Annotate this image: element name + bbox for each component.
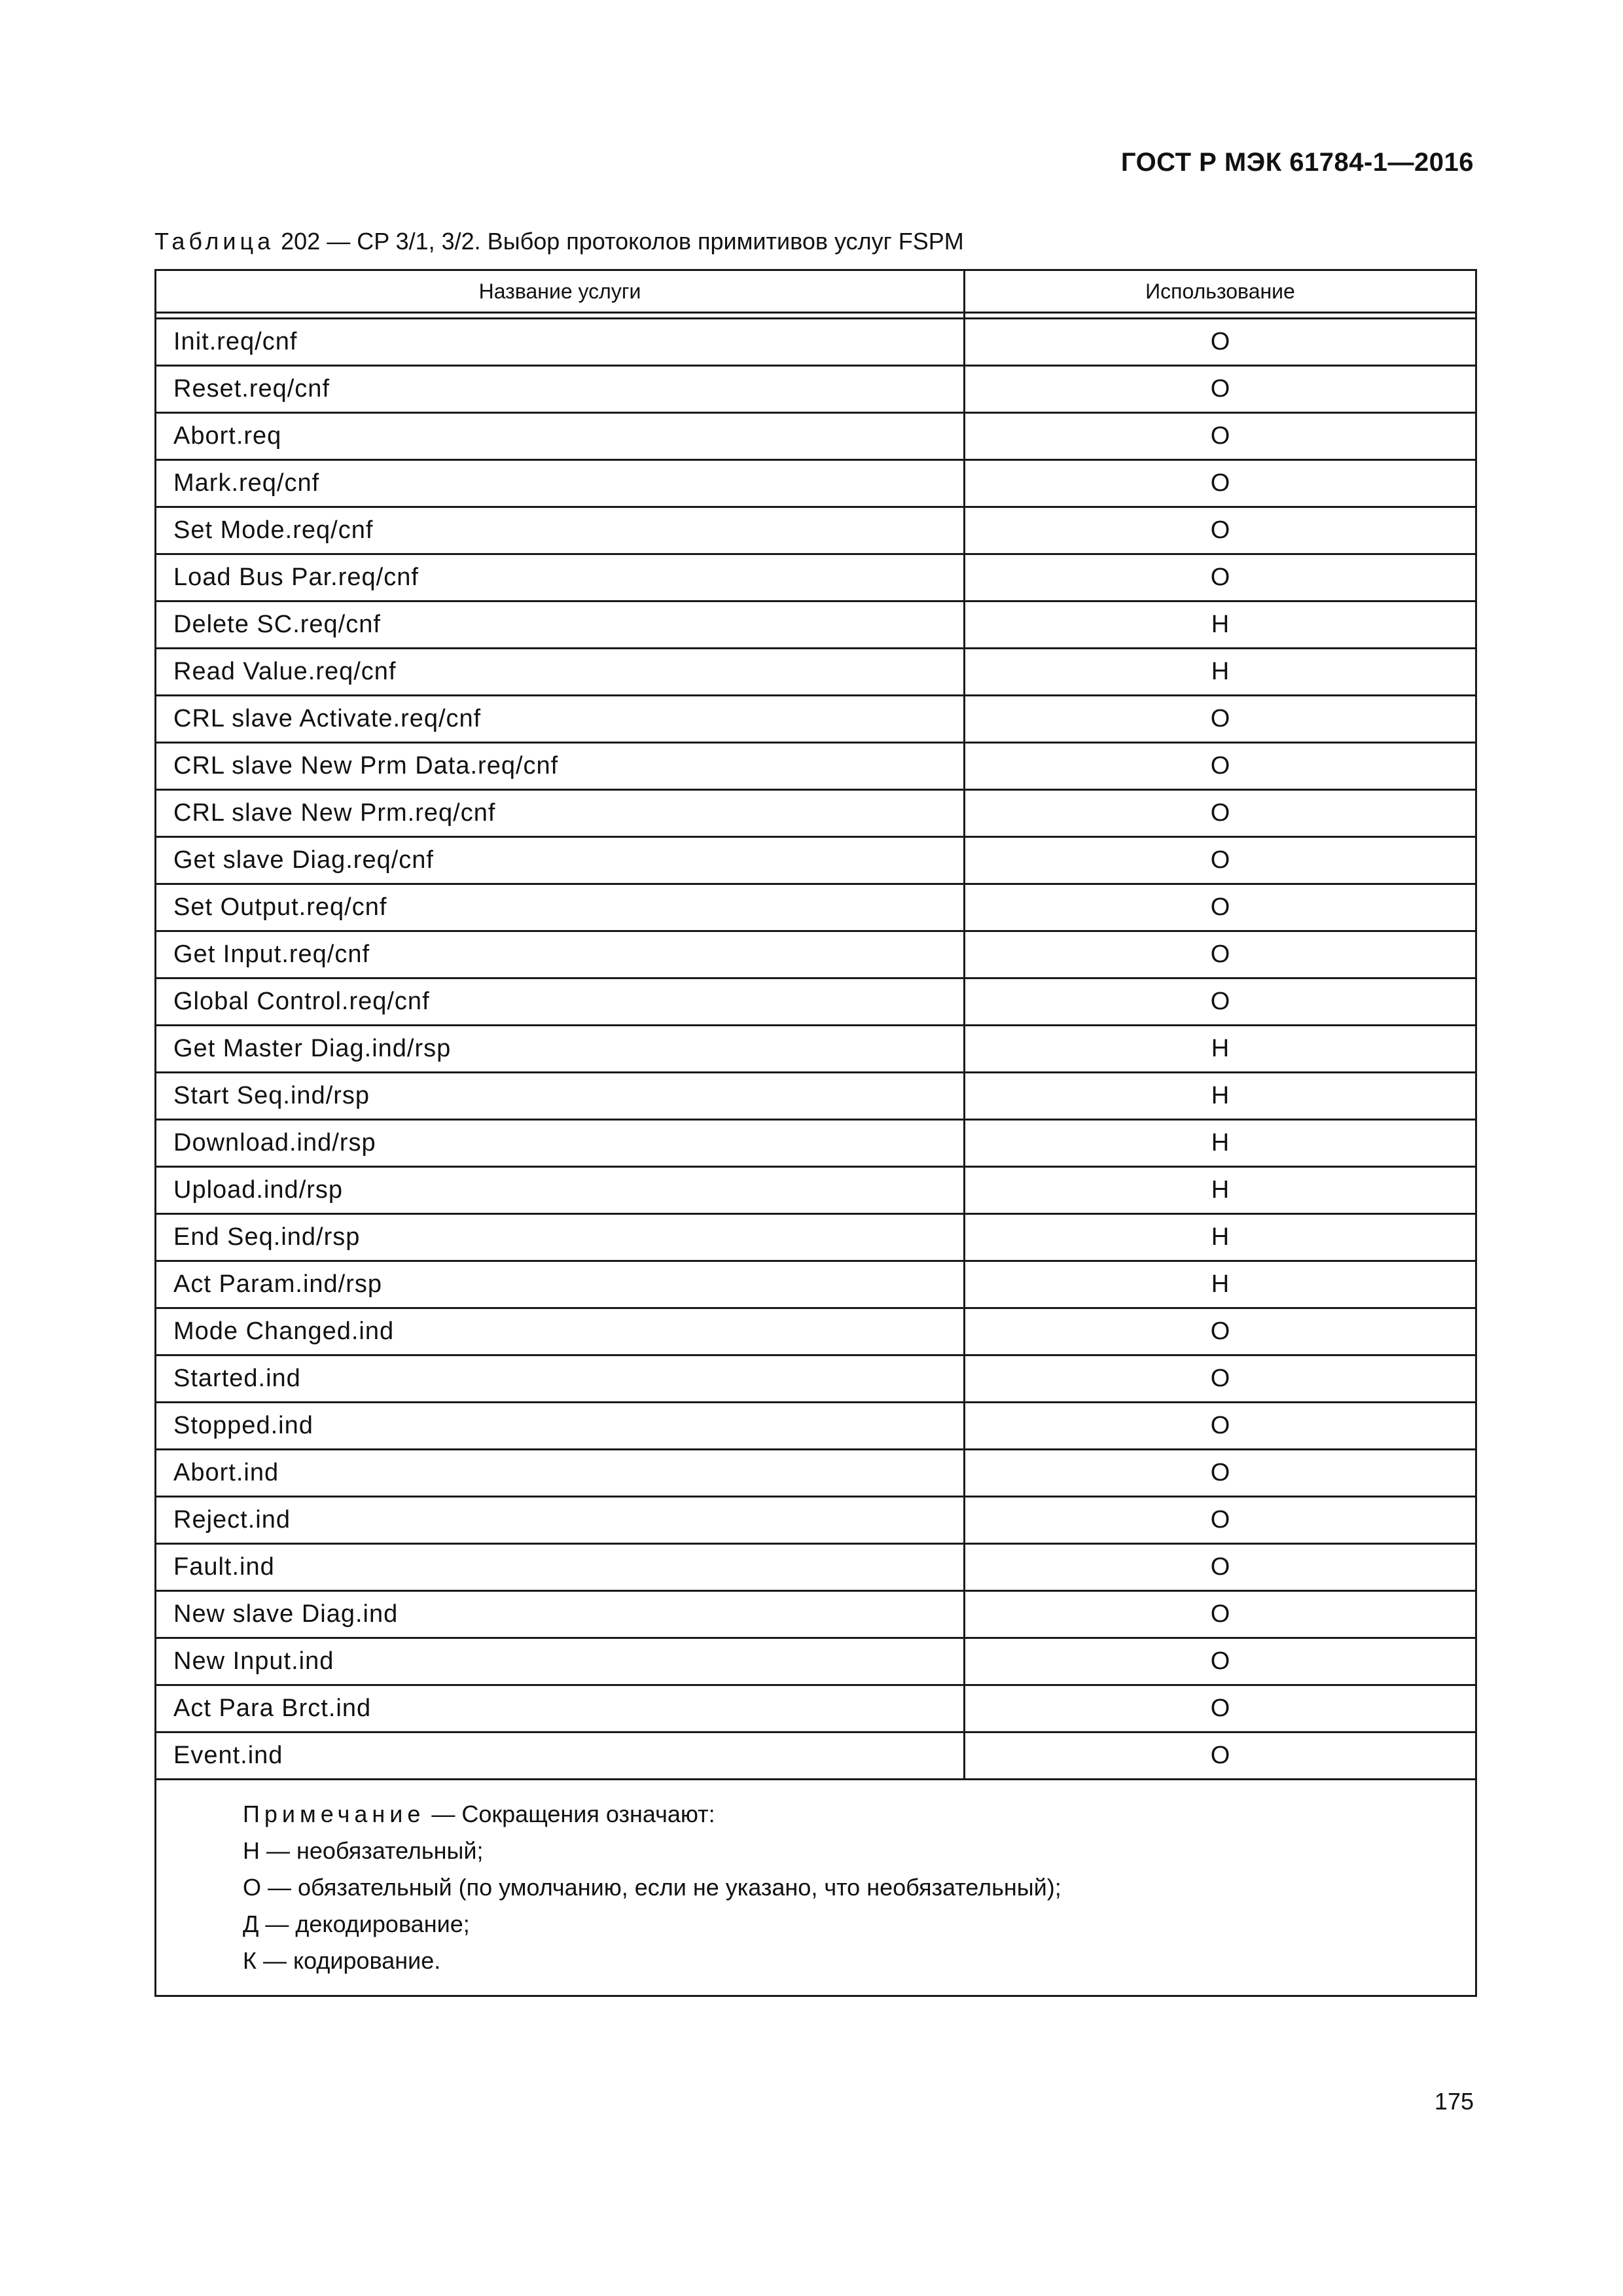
note-line: Н — необязательный; bbox=[243, 1837, 484, 1864]
table-row bbox=[156, 1544, 1476, 1591]
table-row bbox=[156, 413, 1476, 460]
service-name-cell: Delete SC.req/cnf bbox=[156, 601, 965, 649]
table-row bbox=[156, 1214, 1476, 1261]
note-cell bbox=[156, 1780, 1476, 1996]
usage-cell: O bbox=[965, 1544, 1476, 1591]
table-row bbox=[156, 601, 1476, 649]
usage-cell: O bbox=[965, 319, 1476, 366]
table-body bbox=[156, 319, 1476, 1780]
table-row bbox=[156, 978, 1476, 1026]
note-line: К — кодирование. bbox=[243, 1947, 441, 1974]
usage-cell: O bbox=[965, 554, 1476, 601]
note-title: Примечание bbox=[243, 1801, 425, 1827]
table-row bbox=[156, 1026, 1476, 1073]
table-row bbox=[156, 1073, 1476, 1120]
usage-cell: O bbox=[965, 978, 1476, 1026]
service-name-cell: CRL slave Activate.req/cnf bbox=[156, 696, 965, 743]
service-name-cell: Act Para Brct.ind bbox=[156, 1685, 965, 1732]
page-number: 175 bbox=[1434, 2088, 1474, 2115]
service-name-cell: New Input.ind bbox=[156, 1638, 965, 1685]
table-row bbox=[156, 649, 1476, 696]
service-name-cell: Started.ind bbox=[156, 1355, 965, 1403]
usage-cell: O bbox=[965, 1591, 1476, 1638]
usage-cell: O bbox=[965, 931, 1476, 978]
table-row bbox=[156, 1732, 1476, 1780]
service-name-cell: Reset.req/cnf bbox=[156, 366, 965, 413]
table-row bbox=[156, 790, 1476, 837]
usage-cell: H bbox=[965, 1167, 1476, 1214]
table-row bbox=[156, 1591, 1476, 1638]
service-name-cell: Load Bus Par.req/cnf bbox=[156, 554, 965, 601]
usage-cell: O bbox=[965, 790, 1476, 837]
column-header-usage: Использование bbox=[965, 270, 1476, 313]
usage-cell: O bbox=[965, 1450, 1476, 1497]
service-name-cell: CRL slave New Prm.req/cnf bbox=[156, 790, 965, 837]
table-row bbox=[156, 1167, 1476, 1214]
usage-cell: O bbox=[965, 1403, 1476, 1450]
table-caption-label: Таблица bbox=[154, 228, 275, 255]
table-caption-text: 202 — CP 3/1, 3/2. Выбор протоколов примитивов услуг FSPM bbox=[274, 228, 964, 255]
table-row bbox=[156, 460, 1476, 507]
service-name-cell: Get Master Diag.ind/rsp bbox=[156, 1026, 965, 1073]
service-name-cell: CRL slave New Prm Data.req/cnf bbox=[156, 743, 965, 790]
usage-cell: O bbox=[965, 1355, 1476, 1403]
service-name-cell: Start Seq.ind/rsp bbox=[156, 1073, 965, 1120]
table-row bbox=[156, 1685, 1476, 1732]
usage-cell: H bbox=[965, 649, 1476, 696]
table-row bbox=[156, 696, 1476, 743]
service-name-cell: Set Mode.req/cnf bbox=[156, 507, 965, 554]
usage-cell: O bbox=[965, 1685, 1476, 1732]
service-name-cell: Mode Changed.ind bbox=[156, 1308, 965, 1355]
table-row bbox=[156, 1308, 1476, 1355]
table-row bbox=[156, 1120, 1476, 1167]
service-name-cell: Download.ind/rsp bbox=[156, 1120, 965, 1167]
table-row bbox=[156, 366, 1476, 413]
table-header-row bbox=[156, 270, 1476, 313]
table-row bbox=[156, 319, 1476, 366]
service-name-cell: Upload.ind/rsp bbox=[156, 1167, 965, 1214]
usage-cell: O bbox=[965, 1732, 1476, 1780]
service-name-cell: Get Input.req/cnf bbox=[156, 931, 965, 978]
service-name-cell: Abort.ind bbox=[156, 1450, 965, 1497]
table-row bbox=[156, 884, 1476, 931]
table-row bbox=[156, 554, 1476, 601]
service-name-cell: Event.ind bbox=[156, 1732, 965, 1780]
table-row bbox=[156, 837, 1476, 884]
service-name-cell: Reject.ind bbox=[156, 1497, 965, 1544]
table-row bbox=[156, 1450, 1476, 1497]
usage-cell: O bbox=[965, 366, 1476, 413]
service-name-cell: Act Param.ind/rsp bbox=[156, 1261, 965, 1308]
service-name-cell: Fault.ind bbox=[156, 1544, 965, 1591]
usage-cell: O bbox=[965, 696, 1476, 743]
service-name-cell: Mark.req/cnf bbox=[156, 460, 965, 507]
usage-cell: O bbox=[965, 1308, 1476, 1355]
note-line: Д — декодирование; bbox=[243, 1910, 470, 1937]
column-header-service-name: Название услуги bbox=[156, 270, 965, 313]
usage-cell: O bbox=[965, 837, 1476, 884]
note-row bbox=[156, 1780, 1476, 1996]
table-row bbox=[156, 1261, 1476, 1308]
usage-cell: H bbox=[965, 1120, 1476, 1167]
service-name-cell: Abort.req bbox=[156, 413, 965, 460]
usage-cell: O bbox=[965, 413, 1476, 460]
table-row bbox=[156, 743, 1476, 790]
table-row bbox=[156, 1497, 1476, 1544]
table-row bbox=[156, 1638, 1476, 1685]
note-heading bbox=[243, 1796, 1475, 1833]
table-row bbox=[156, 931, 1476, 978]
usage-cell: H bbox=[965, 1261, 1476, 1308]
usage-cell: O bbox=[965, 1497, 1476, 1544]
usage-cell: O bbox=[965, 1638, 1476, 1685]
usage-cell: H bbox=[965, 1026, 1476, 1073]
table-row bbox=[156, 507, 1476, 554]
usage-cell: O bbox=[965, 507, 1476, 554]
usage-cell: H bbox=[965, 1073, 1476, 1120]
usage-cell: O bbox=[965, 884, 1476, 931]
table-row bbox=[156, 1355, 1476, 1403]
service-name-cell: Set Output.req/cnf bbox=[156, 884, 965, 931]
header-separator bbox=[156, 313, 1476, 319]
usage-cell: O bbox=[965, 460, 1476, 507]
service-name-cell: End Seq.ind/rsp bbox=[156, 1214, 965, 1261]
service-name-cell: Get slave Diag.req/cnf bbox=[156, 837, 965, 884]
services-table bbox=[154, 269, 1477, 1997]
service-name-cell: Init.req/cnf bbox=[156, 319, 965, 366]
note-line: О — обязательный (по умолчанию, если не указано, что необязательный); bbox=[243, 1874, 1061, 1901]
service-name-cell: Read Value.req/cnf bbox=[156, 649, 965, 696]
note-intro: — Сокращения означают: bbox=[425, 1801, 715, 1827]
table-row bbox=[156, 1403, 1476, 1450]
usage-cell: H bbox=[965, 1214, 1476, 1261]
table-caption bbox=[154, 228, 964, 255]
service-name-cell: New slave Diag.ind bbox=[156, 1591, 965, 1638]
service-name-cell: Stopped.ind bbox=[156, 1403, 965, 1450]
usage-cell: H bbox=[965, 601, 1476, 649]
standard-header: ГОСТ Р МЭК 61784-1—2016 bbox=[1120, 148, 1474, 177]
service-name-cell: Global Control.req/cnf bbox=[156, 978, 965, 1026]
usage-cell: O bbox=[965, 743, 1476, 790]
